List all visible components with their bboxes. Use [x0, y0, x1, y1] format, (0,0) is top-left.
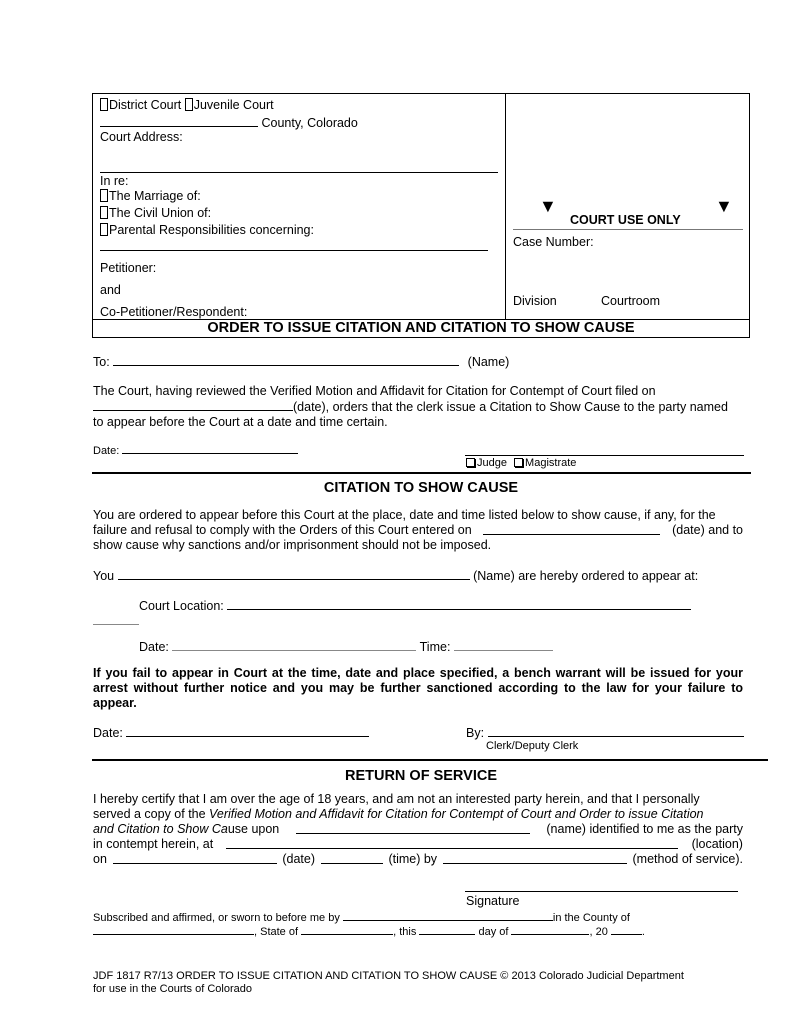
judicial-signature-line[interactable] — [465, 455, 744, 456]
you-row — [93, 568, 698, 583]
juvenile-court-checkbox[interactable] — [185, 98, 193, 111]
state-of-field[interactable] — [301, 925, 393, 935]
subscribed-text-1b: in the County of — [552, 912, 630, 924]
and-label: and — [100, 283, 121, 297]
to-row — [93, 354, 509, 369]
parental-row — [100, 223, 314, 237]
in-re-label: In re: — [100, 174, 129, 188]
to-name-hint: (Name) — [467, 355, 510, 369]
return-line-2a: served a copy of the — [93, 807, 210, 821]
judge-magistrate-row — [466, 457, 576, 469]
marriage-checkbox[interactable] — [100, 189, 108, 202]
order-title: ORDER TO ISSUE CITATION AND CITATION TO SHOW CAUSE — [92, 320, 750, 338]
day-field[interactable] — [419, 925, 475, 935]
return-line-5c: (time) by — [388, 852, 438, 866]
subscribed-row-1 — [93, 911, 630, 924]
marriage-label: The Marriage of: — [109, 189, 201, 203]
service-method-field[interactable] — [443, 852, 627, 864]
caption-divider — [505, 93, 506, 320]
served-name-field[interactable] — [296, 822, 530, 834]
to-name-field[interactable] — [113, 354, 459, 366]
footer-usage: for use in the Courts of Colorado — [93, 983, 252, 995]
subscribed-text-2a: , State of — [254, 926, 299, 938]
district-court-label: District Court — [109, 98, 182, 112]
citation-sign-date-label: Date: — [93, 726, 123, 740]
judge-checkbox[interactable] — [466, 458, 475, 467]
civil-union-label: The Civil Union of: — [109, 206, 212, 220]
citation-title: CITATION TO SHOW CAUSE — [323, 480, 519, 496]
court-address-field[interactable] — [100, 172, 498, 173]
citation-paragraph — [93, 508, 743, 553]
order-para-line-3: to appear before the Court at a date and time certain. — [93, 415, 388, 429]
district-court-checkbox[interactable] — [100, 98, 108, 111]
return-line-4b: (location) — [691, 837, 743, 851]
court-use-only-label: COURT USE ONLY — [570, 213, 681, 227]
return-line-3c: (name) identified to me as the party — [546, 822, 743, 836]
subscribed-text-2d: , 20 — [589, 926, 608, 938]
return-line-3a: and Citation to Show Ca — [93, 822, 228, 836]
court-location-row — [139, 598, 691, 613]
you-name-field[interactable] — [118, 568, 470, 580]
court-location-continuation[interactable] — [93, 624, 139, 625]
county-field[interactable] — [100, 115, 258, 127]
county-suffix: County, Colorado — [261, 116, 358, 130]
order-date-label: Date: — [93, 445, 120, 457]
subscribed-text-2b: , this — [393, 926, 417, 938]
served-location-field[interactable] — [226, 837, 678, 849]
order-divider — [92, 472, 751, 474]
parental-checkbox[interactable] — [100, 223, 108, 236]
order-date-field[interactable] — [122, 444, 298, 454]
citation-para-line-1: You are ordered to appear before this Court at the place, date and time listed below to show cause, if any, for the — [93, 508, 716, 522]
court-type-row — [100, 98, 274, 112]
citation-para-line-2a: failure and refusal to comply with the Orders of this Court entered on — [93, 523, 472, 537]
footer-form-id: JDF 1817 R7/13 ORDER TO ISSUE CITATION AND CITATION TO SHOW CAUSE © 2013 Colorado Judicial Department — [93, 970, 684, 982]
court-use-divider — [513, 229, 743, 230]
court-address-label: Court Address: — [100, 130, 183, 144]
parental-label: Parental Responsibilities concerning: — [109, 223, 314, 237]
case-number-label: Case Number: — [513, 235, 594, 249]
served-date-field[interactable] — [113, 852, 277, 864]
court-location-field[interactable] — [227, 598, 691, 610]
appearance-date-field[interactable] — [172, 639, 416, 651]
division-label: Division — [513, 294, 557, 308]
served-time-field[interactable] — [321, 852, 383, 864]
arrow-down-icon-right: ▼ — [715, 196, 733, 216]
return-line-5d: (method of service). — [632, 852, 743, 866]
return-line-4a: in contempt herein, at — [93, 837, 214, 851]
year-field[interactable] — [611, 925, 642, 935]
clerk-by-row — [466, 725, 744, 740]
subscribed-text-1a: Subscribed and affirmed, or sworn to before me by — [93, 912, 340, 924]
bench-warrant-warning: If you fail to appear in Court at the time, date and place specified, a bench warrant will be issued for your arrest without further notice and you may be further sanctioned according to the law for your failure to appear. — [93, 666, 743, 710]
county-row — [100, 115, 358, 130]
civil-union-row — [100, 206, 211, 220]
return-line-1: I hereby certify that I am over the age of 18 years, and am not an interested party herein, and that I personally — [93, 792, 700, 806]
appearance-date-label: Date: — [139, 640, 169, 654]
court-location-label: Court Location: — [139, 599, 224, 613]
county-of-field[interactable] — [93, 925, 254, 935]
magistrate-label: Magistrate — [525, 457, 577, 469]
citation-sign-date-row — [93, 725, 369, 740]
return-line-5a: on — [93, 852, 107, 866]
you-suffix: (Name) are hereby ordered to appear at: — [473, 569, 699, 583]
month-field[interactable] — [511, 925, 589, 935]
parties-field[interactable] — [100, 250, 488, 251]
subscribed-text-2e: . — [641, 926, 645, 938]
civil-union-checkbox[interactable] — [100, 206, 108, 219]
to-label: To: — [93, 355, 110, 369]
juvenile-court-label: Juvenile Court — [193, 98, 274, 112]
return-line-2b: Verified Motion and Affidavit for Citation for Contempt of Court and Order to issue Citation — [209, 807, 704, 821]
by-label: By: — [466, 726, 485, 740]
order-para-line-1: The Court, having reviewed the Verified Motion and Affidavit for Citation for Contempt of Court filed on — [93, 384, 656, 398]
marriage-row — [100, 189, 201, 203]
return-line-3b: use upon — [227, 822, 280, 836]
appearance-time-field[interactable] — [454, 639, 553, 651]
citation-para-line-3: show cause why sanctions and/or imprisonment should not be imposed. — [93, 538, 492, 552]
citation-divider — [92, 759, 768, 761]
server-signature-line[interactable] — [465, 891, 738, 892]
subscribed-text-2c: day of — [478, 926, 509, 938]
return-title: RETURN OF SERVICE — [344, 768, 497, 784]
appearance-date-row — [139, 639, 553, 654]
judge-label: Judge — [477, 457, 507, 469]
you-label: You — [93, 569, 115, 583]
citation-para-line-2b: (date) and to — [672, 523, 743, 537]
petitioner-label: Petitioner: — [100, 261, 157, 275]
signature-label: Signature — [466, 894, 520, 908]
arrow-down-icon-left: ▼ — [539, 196, 557, 216]
appearance-time-label: Time: — [419, 640, 451, 654]
subscribed-row-2 — [93, 925, 645, 938]
order-date-row — [93, 444, 298, 457]
magistrate-checkbox[interactable] — [514, 458, 523, 467]
order-para-line-2: (date), orders that the clerk issue a Citation to Show Cause to the party named — [293, 400, 728, 414]
co-petitioner-label: Co-Petitioner/Respondent: — [100, 305, 248, 319]
order-paragraph — [93, 384, 743, 430]
return-paragraph — [93, 792, 743, 867]
orders-date-field[interactable] — [483, 523, 660, 535]
citation-sign-date-field[interactable] — [126, 725, 369, 737]
clerk-label: Clerk/Deputy Clerk — [486, 740, 579, 752]
motion-date-field[interactable] — [93, 399, 293, 411]
sworn-by-field[interactable] — [343, 911, 553, 921]
return-line-5b: (date) — [282, 852, 315, 866]
clerk-signature-field[interactable] — [488, 725, 744, 737]
courtroom-label: Courtroom — [601, 294, 661, 308]
